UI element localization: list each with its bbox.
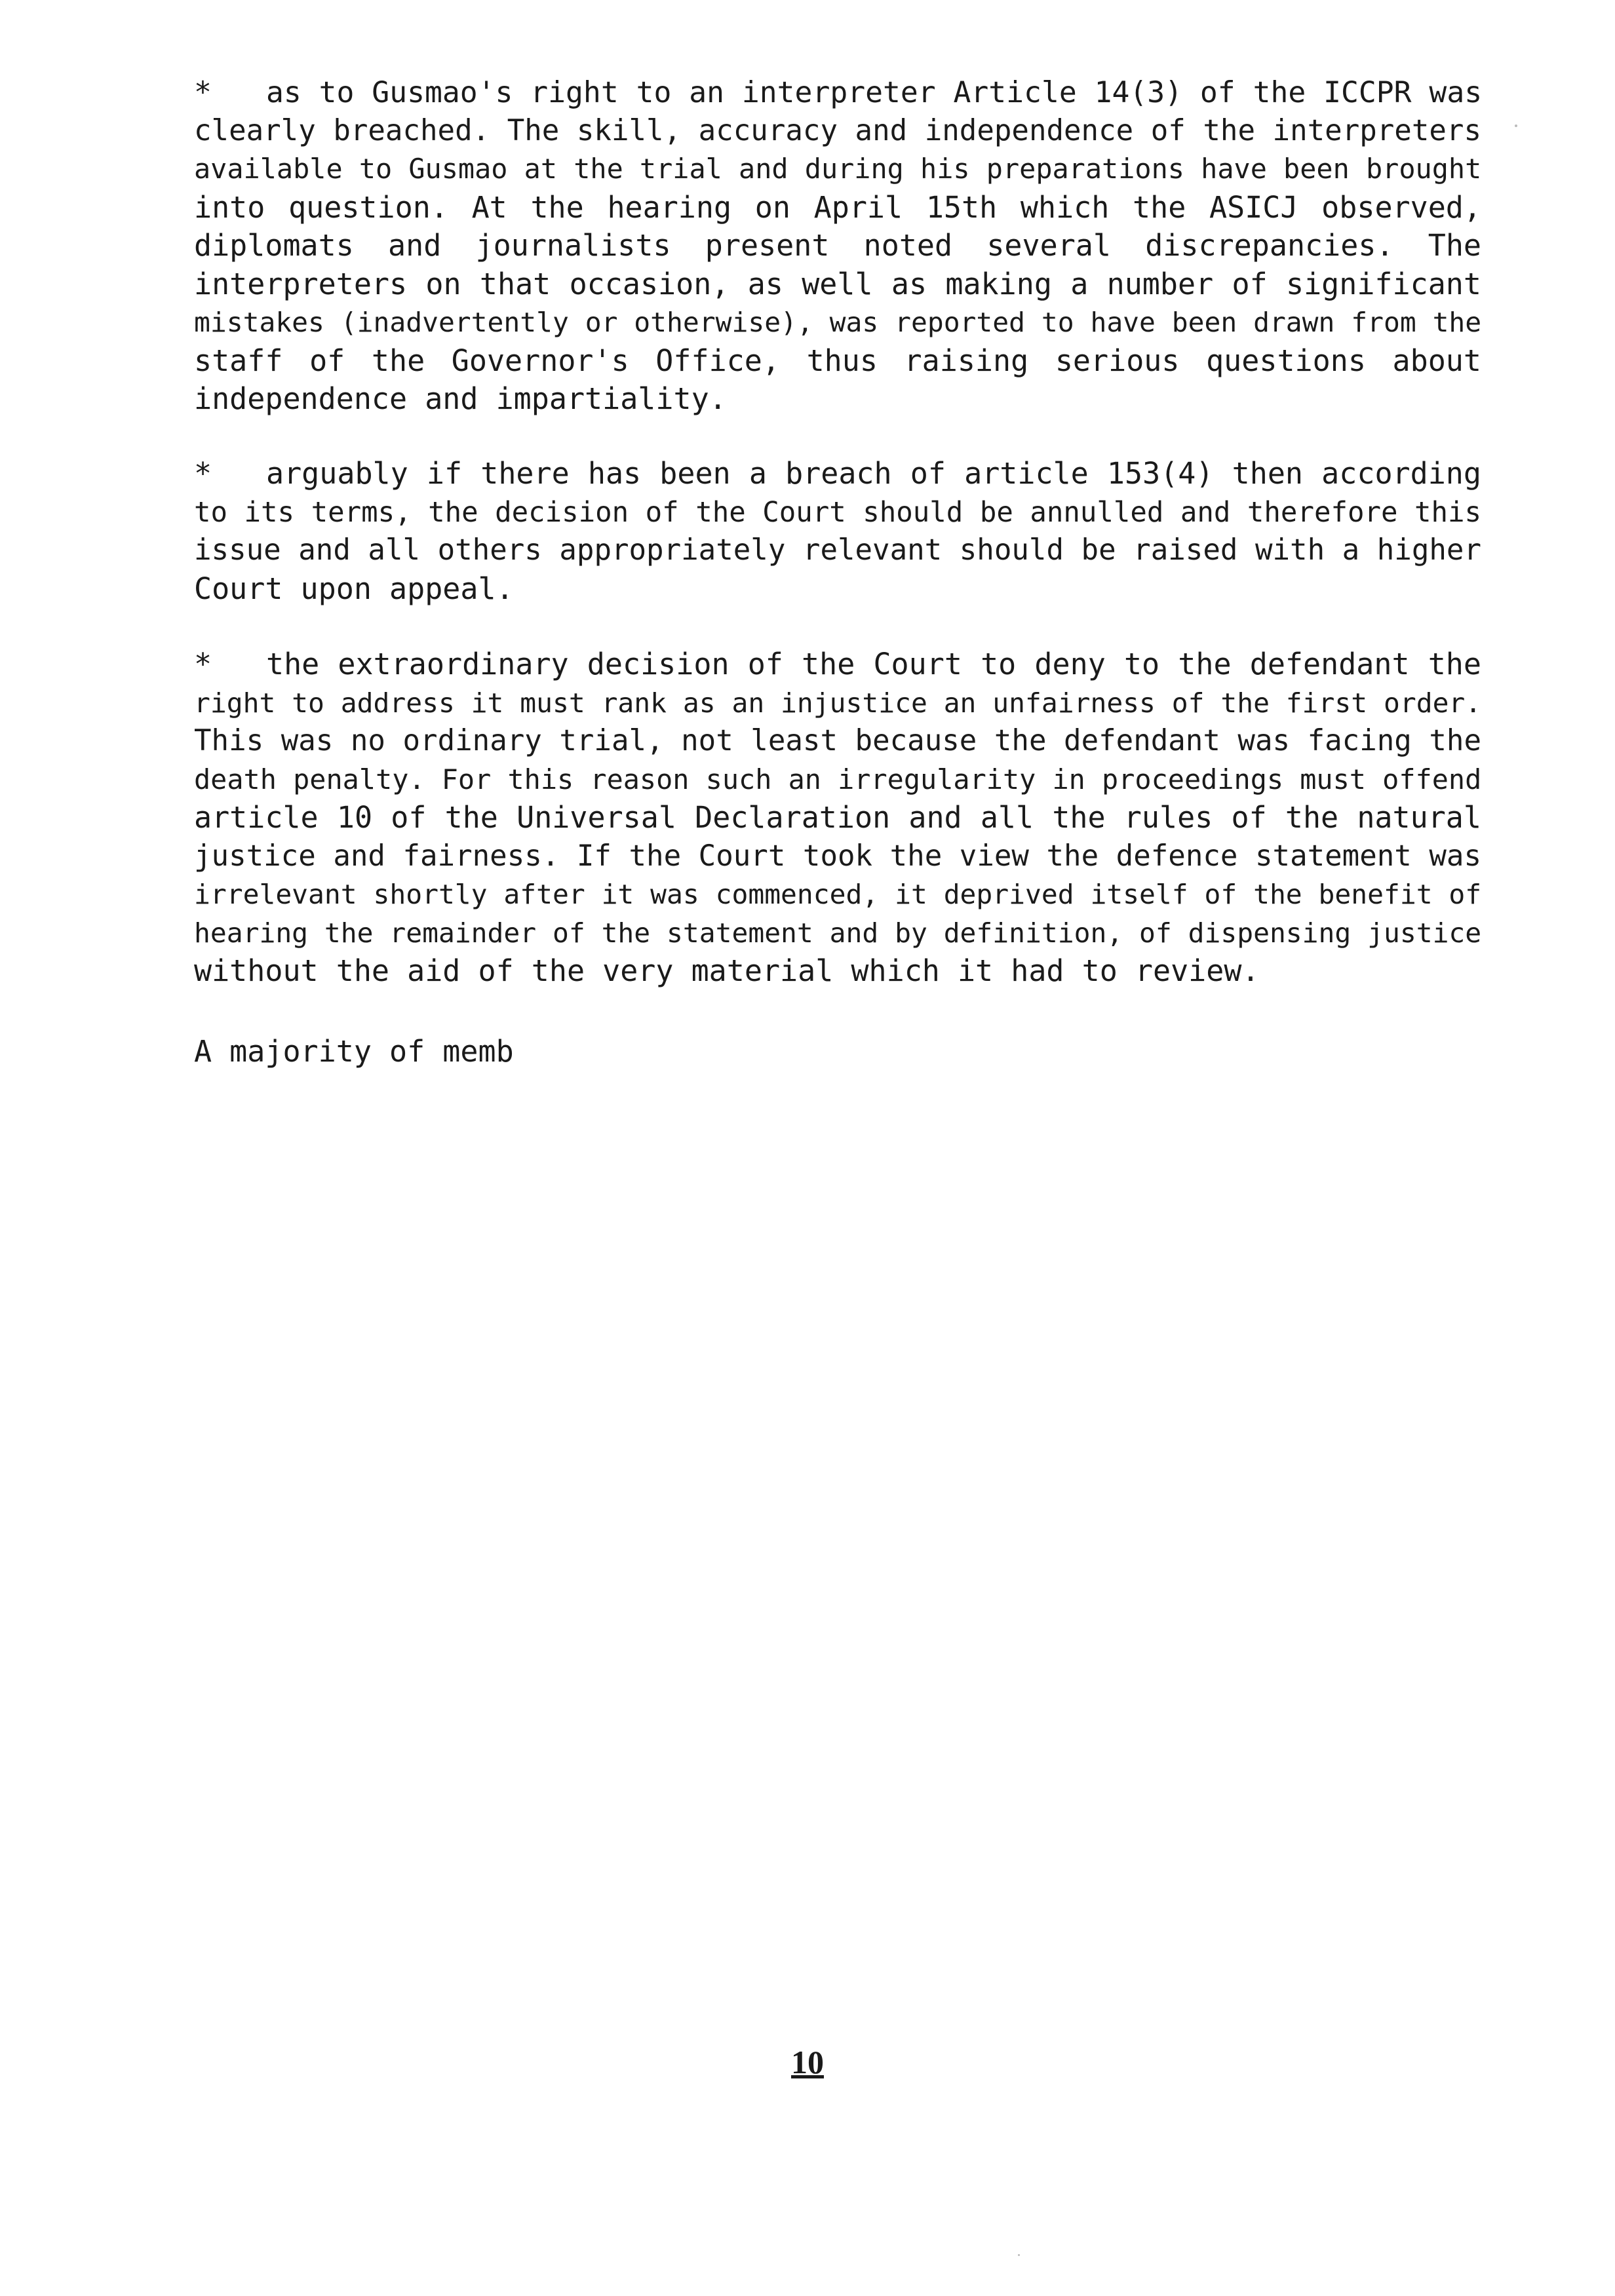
paragraph-line: interpreters on that occasion, as well as making a number of significant [194, 266, 1481, 301]
bullet-asterisk: * [194, 75, 212, 109]
bullet-asterisk: * [194, 647, 212, 681]
paragraph-right-to-address [194, 645, 1481, 991]
paragraph-line: hearing the remainder of the statement and by definition, of dispensing justice [194, 917, 1482, 949]
paragraph-line: staff of the Governor's Office, thus raising serious questions about [194, 343, 1481, 378]
paragraph-line: Court upon appeal. [194, 571, 514, 606]
paragraph-line: death penalty. For this reason such an irregularity in proceedings must offend [194, 763, 1482, 795]
paragraph-line: * the extraordinary decision of the Court to deny to the defendant the [194, 645, 1481, 684]
paragraph-article-153 [194, 455, 1481, 608]
paragraph-line: clearly breached. The skill, accuracy and independence of the interpreters [194, 113, 1481, 147]
paragraph-line: right to address it must rank as an injustice an unfairness of the first order. [194, 687, 1482, 719]
paragraph-truncated [194, 1033, 1481, 1071]
scan-speck [1018, 2254, 1020, 2256]
paragraph-line: available to Gusmao at the trial and during his preparations have been brought [194, 153, 1482, 185]
page-number: 10 [791, 2044, 824, 2080]
paragraph-line: A majority of memb [194, 1034, 514, 1069]
paragraph-line: * arguably if there has been a breach of article 153(4) then according [194, 455, 1481, 493]
paragraph-line: into question. At the hearing on April 15th which the ASICJ observed, [194, 189, 1481, 225]
paragraph-line: independence and impartiality. [194, 381, 727, 416]
paragraph-line: * as to Gusmao's right to an interpreter Article 14(3) of the ICCPR was [194, 73, 1481, 112]
paragraph-line: mistakes (inadvertently or otherwise), was reported to have been drawn from the [194, 307, 1482, 338]
paragraph-interpreter-rights [194, 73, 1481, 419]
paragraph-line: issue and all others appropriately relevant should be raised with a higher [194, 533, 1481, 567]
paragraph-line: to its terms, the decision of the Court should be annulled and therefore this [194, 495, 1481, 528]
paragraph-line: justice and fairness. If the Court took the view the defence statement was [194, 839, 1481, 873]
scan-speck [1515, 124, 1517, 127]
paragraph-line: article 10 of the Universal Declaration and all the rules of the natural [194, 800, 1481, 835]
paragraph-line: This was no ordinary trial, not least because the defendant was facing the [194, 724, 1481, 757]
paragraph-line: diplomats and journalists present noted several discrepancies. The [194, 228, 1481, 263]
bullet-asterisk: * [194, 456, 212, 491]
paragraph-line: without the aid of the very material which it had to review. [194, 953, 1260, 988]
paragraph-line: irrelevant shortly after it was commenced, it deprived itself of the benefit of [194, 879, 1482, 910]
